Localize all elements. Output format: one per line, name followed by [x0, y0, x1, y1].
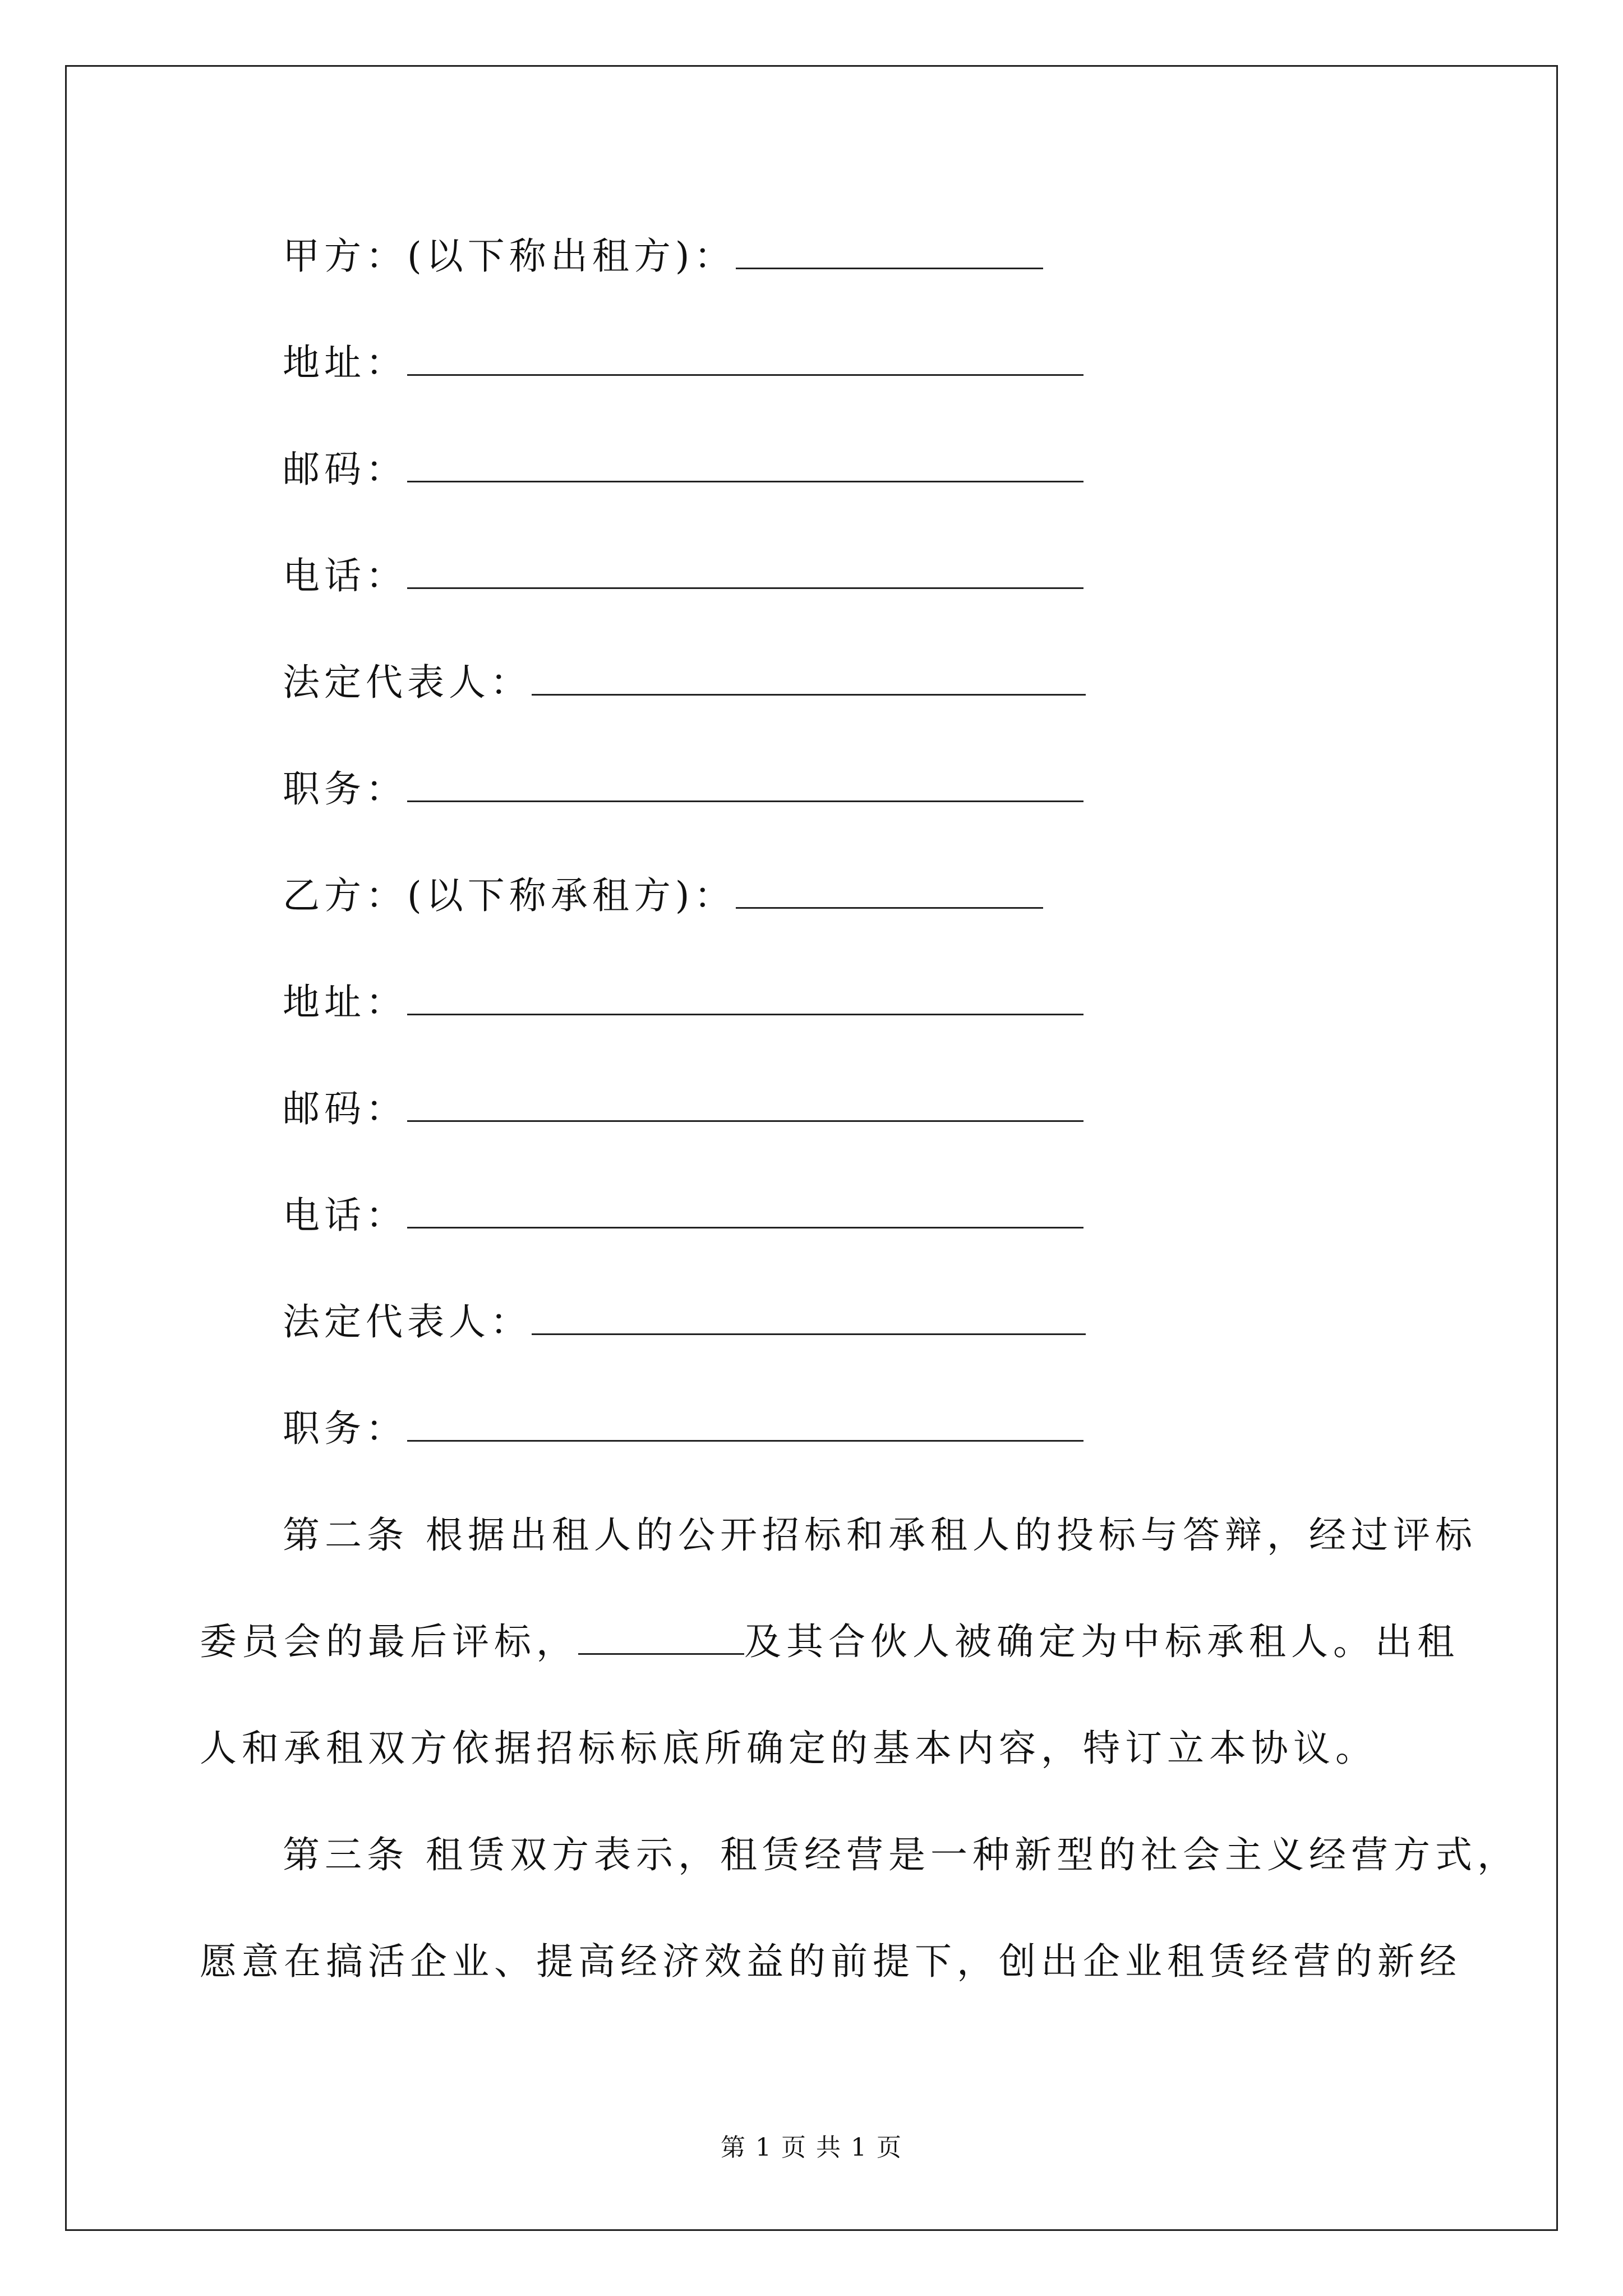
party-b-phone-label: 电话：: [283, 1193, 407, 1237]
party-a-heading-line: [283, 219, 1043, 286]
article-2-line-2-before: 委员会的最后评标，: [200, 1619, 578, 1663]
party-a-representative-blank[interactable]: [532, 694, 1086, 696]
party-b-representative-label: 法定代表人：: [283, 1300, 532, 1343]
party-a-address-label: 地址：: [283, 341, 407, 384]
article-2-line-2: [200, 1604, 1459, 1672]
party-a-postcode-label: 邮码：: [283, 447, 407, 491]
party-b-phone-line: [283, 1178, 1083, 1245]
party-a-address-blank[interactable]: [407, 374, 1083, 376]
party-b-address-label: 地址：: [283, 980, 407, 1024]
party-b-representative-line: [283, 1285, 1086, 1352]
party-a-representative-label: 法定代表人：: [283, 660, 532, 704]
party-a-postcode-blank[interactable]: [407, 481, 1083, 482]
party-a-phone-label: 电话：: [283, 554, 407, 597]
article-3-line-2: 愿意在搞活企业、提高经济效益的前提下，创出企业租赁经营的新经: [200, 1939, 1461, 1983]
party-a-name-blank[interactable]: [736, 268, 1043, 269]
party-a-address-line: [283, 325, 1083, 393]
party-b-position-line: [283, 1391, 1083, 1458]
party-b-heading-line: [283, 858, 1043, 926]
party-b-name-blank[interactable]: [736, 907, 1043, 909]
party-b-postcode-label: 邮码：: [283, 1087, 407, 1130]
article-2-line-3: 人和承租双方依据招标标底所确定的基本内容，特订立本协议。: [200, 1726, 1377, 1770]
party-b-address-line: [283, 965, 1083, 1032]
article-3-line-1: 第三条 租赁双方表示，租赁经营是一种新型的社会主义经营方式，: [283, 1833, 1519, 1876]
party-b-postcode-blank[interactable]: [407, 1120, 1083, 1122]
party-b-heading: 乙方：(以下称承租方)：: [283, 873, 736, 917]
party-a-postcode-line: [283, 432, 1083, 499]
party-a-representative-line: [283, 645, 1086, 712]
party-b-position-label: 职务：: [283, 1406, 407, 1450]
party-b-phone-blank[interactable]: [407, 1227, 1083, 1228]
party-a-phone-blank[interactable]: [407, 587, 1083, 589]
party-a-position-blank[interactable]: [407, 800, 1083, 802]
winning-bidder-blank[interactable]: [578, 1653, 744, 1655]
party-a-phone-line: [283, 539, 1083, 606]
article-2-line-2-after: 及其合伙人被确定为中标承租人。出租: [744, 1619, 1459, 1663]
party-b-representative-blank[interactable]: [532, 1333, 1086, 1335]
party-a-heading: 甲方：(以下称出租方)：: [283, 234, 736, 278]
party-b-postcode-line: [283, 1071, 1083, 1139]
party-b-position-blank[interactable]: [407, 1440, 1083, 1442]
page-footer: 第 1 页 共 1 页: [721, 2133, 902, 2162]
party-a-position-line: [283, 752, 1083, 819]
article-2-line-1: 第二条 根据出租人的公开招标和承租人的投标与答辩，经过评标: [283, 1513, 1477, 1557]
party-a-position-label: 职务：: [283, 767, 407, 811]
party-b-address-blank[interactable]: [407, 1014, 1083, 1015]
